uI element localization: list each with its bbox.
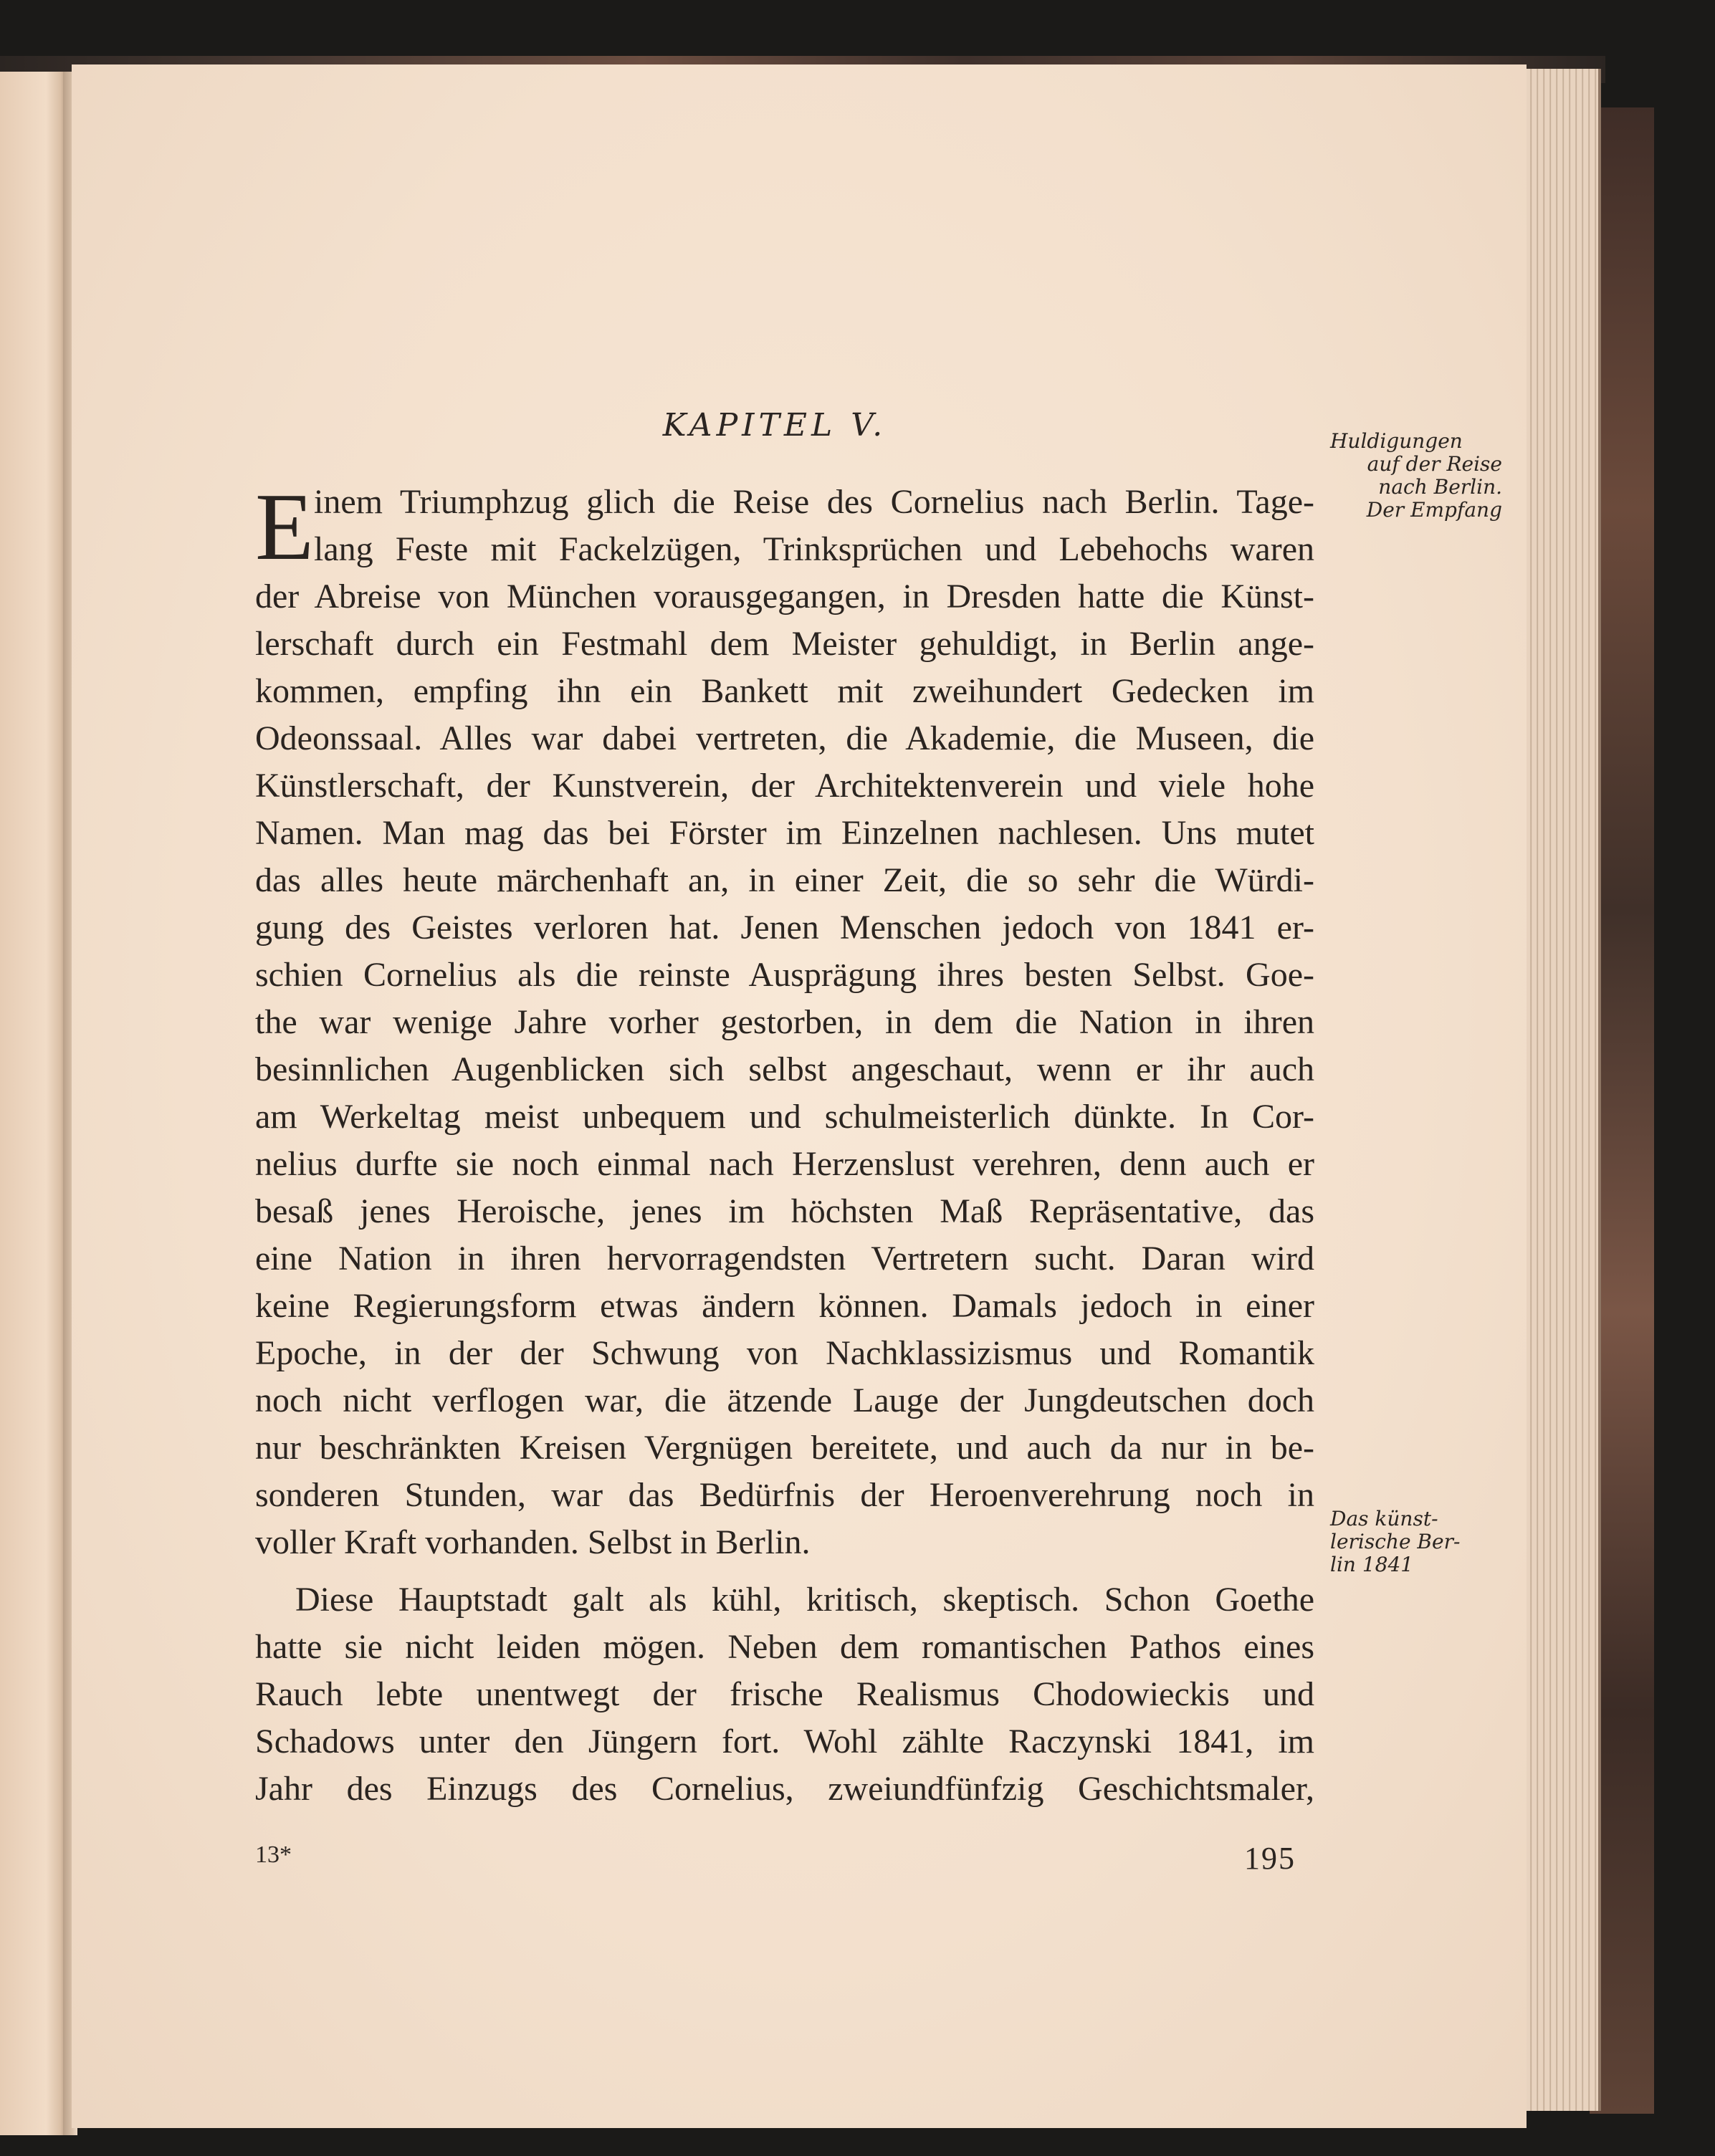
- margin-note-line: nach Berlin.: [1378, 475, 1502, 499]
- text-line: gung des Geistes verloren hat. Jenen Menschen jedoch von 1841 er-: [255, 909, 1314, 947]
- body-text: [255, 474, 1314, 1813]
- drop-cap: E: [255, 474, 314, 580]
- text-line: Künstlerschaft, der Kunstverein, der Architektenverein und viele hohe: [255, 767, 1314, 805]
- left-page-edge: [0, 72, 66, 2135]
- text-line: keine Regierungsform etwas ändern können. Damals jedoch in einer: [255, 1287, 1314, 1325]
- text-line: Rauch lebte unentwegt der frische Realismus Chodowieckis und: [255, 1675, 1314, 1713]
- text-line: Jahr des Einzugs des Cornelius, zweiundfünfzig Geschichtsmaler,: [255, 1770, 1314, 1808]
- text-line: Epoche, in der der Schwung von Nachklassizismus und Romantik: [255, 1334, 1314, 1372]
- paragraph-spacer: [255, 1566, 1314, 1576]
- paragraph-2: [255, 1576, 1314, 1813]
- book-page: [72, 64, 1527, 2128]
- margin-note-line: Das künst-: [1330, 1507, 1438, 1530]
- text-line: das alles heute märchenhaft an, in einer Zeit, die so sehr die Würdi-: [255, 861, 1314, 899]
- text-line: schien Cornelius als die reinste Ausprägung ihres besten Selbst. Goe-: [255, 956, 1314, 994]
- chapter-title: KAPITEL V.: [662, 407, 887, 444]
- signature-mark: 13*: [255, 1841, 292, 1868]
- text-line: besinnlichen Augenblicken sich selbst angeschaut, wenn er ihr auch: [255, 1050, 1314, 1088]
- text-line: sonderen Stunden, war das Bedürfnis der Heroenverehrung noch in: [255, 1476, 1314, 1514]
- text-line: der Abreise von München vorausgegangen, in Dresden hatte die Künst-: [255, 578, 1314, 615]
- paragraph-1: [255, 474, 1314, 1566]
- margin-note-line: lin 1841: [1330, 1553, 1414, 1576]
- page-number: 195: [1244, 1841, 1296, 1876]
- text-line: the war wenige Jahre vorher gestorben, in dem die Nation in ihren: [255, 1003, 1314, 1041]
- text-line: besaß jenes Heroische, jenes im höchsten Maß Repräsentative, das: [255, 1192, 1314, 1230]
- margin-note-huldigungen: [1330, 430, 1502, 522]
- text-line: voller Kraft vorhanden. Selbst in Berlin.: [255, 1523, 811, 1561]
- text-line: noch nicht verflogen war, die ätzende Lauge der Jungdeutschen doch: [255, 1381, 1314, 1419]
- margin-note-kuenstlerische-berlin: [1330, 1508, 1502, 1576]
- text-line: inem Triumphzug glich die Reise des Cornelius nach Berlin. Tage-: [314, 483, 1314, 521]
- text-line: Odeonssaal. Alles war dabei vertreten, die Akademie, die Museen, die: [255, 719, 1314, 757]
- text-line: kommen, empfing ihn ein Bankett mit zweihundert Gedecken im: [255, 672, 1314, 710]
- text-line: Schadows unter den Jüngern fort. Wohl zählte Raczynski 1841, im: [255, 1723, 1314, 1760]
- text-line: hatte sie nicht leiden mögen. Neben dem romantischen Pathos eines: [255, 1628, 1314, 1666]
- page-stack-edges: [1519, 69, 1601, 2111]
- text-line: Diese Hauptstadt galt als kühl, kritisch, skeptisch. Schon Goethe: [295, 1581, 1314, 1619]
- margin-note-line: Der Empfang: [1366, 498, 1502, 522]
- text-line: lerschaft durch ein Festmahl dem Meister gehuldigt, in Berlin ange-: [255, 625, 1314, 663]
- text-line: eine Nation in ihren hervorragendsten Vertretern sucht. Daran wird: [255, 1240, 1314, 1278]
- text-line: nur beschränkten Kreisen Vergnügen bereitete, und auch da nur in be-: [255, 1429, 1314, 1467]
- text-line: am Werkeltag meist unbequem und schulmeisterlich dünkte. In Cor-: [255, 1098, 1314, 1136]
- text-line: nelius durfte sie noch einmal nach Herzenslust verehren, denn auch er: [255, 1145, 1314, 1183]
- margin-note-line: lerische Ber-: [1330, 1530, 1461, 1553]
- text-line: Namen. Man mag das bei Förster im Einzelnen nachlesen. Uns mutet: [255, 814, 1314, 852]
- text-line: lang Feste mit Fackelzügen, Trinksprüchen und Lebehochs waren: [314, 530, 1314, 568]
- margin-note-line: Huldigungen: [1330, 429, 1463, 453]
- margin-note-line: auf der Reise: [1367, 452, 1502, 476]
